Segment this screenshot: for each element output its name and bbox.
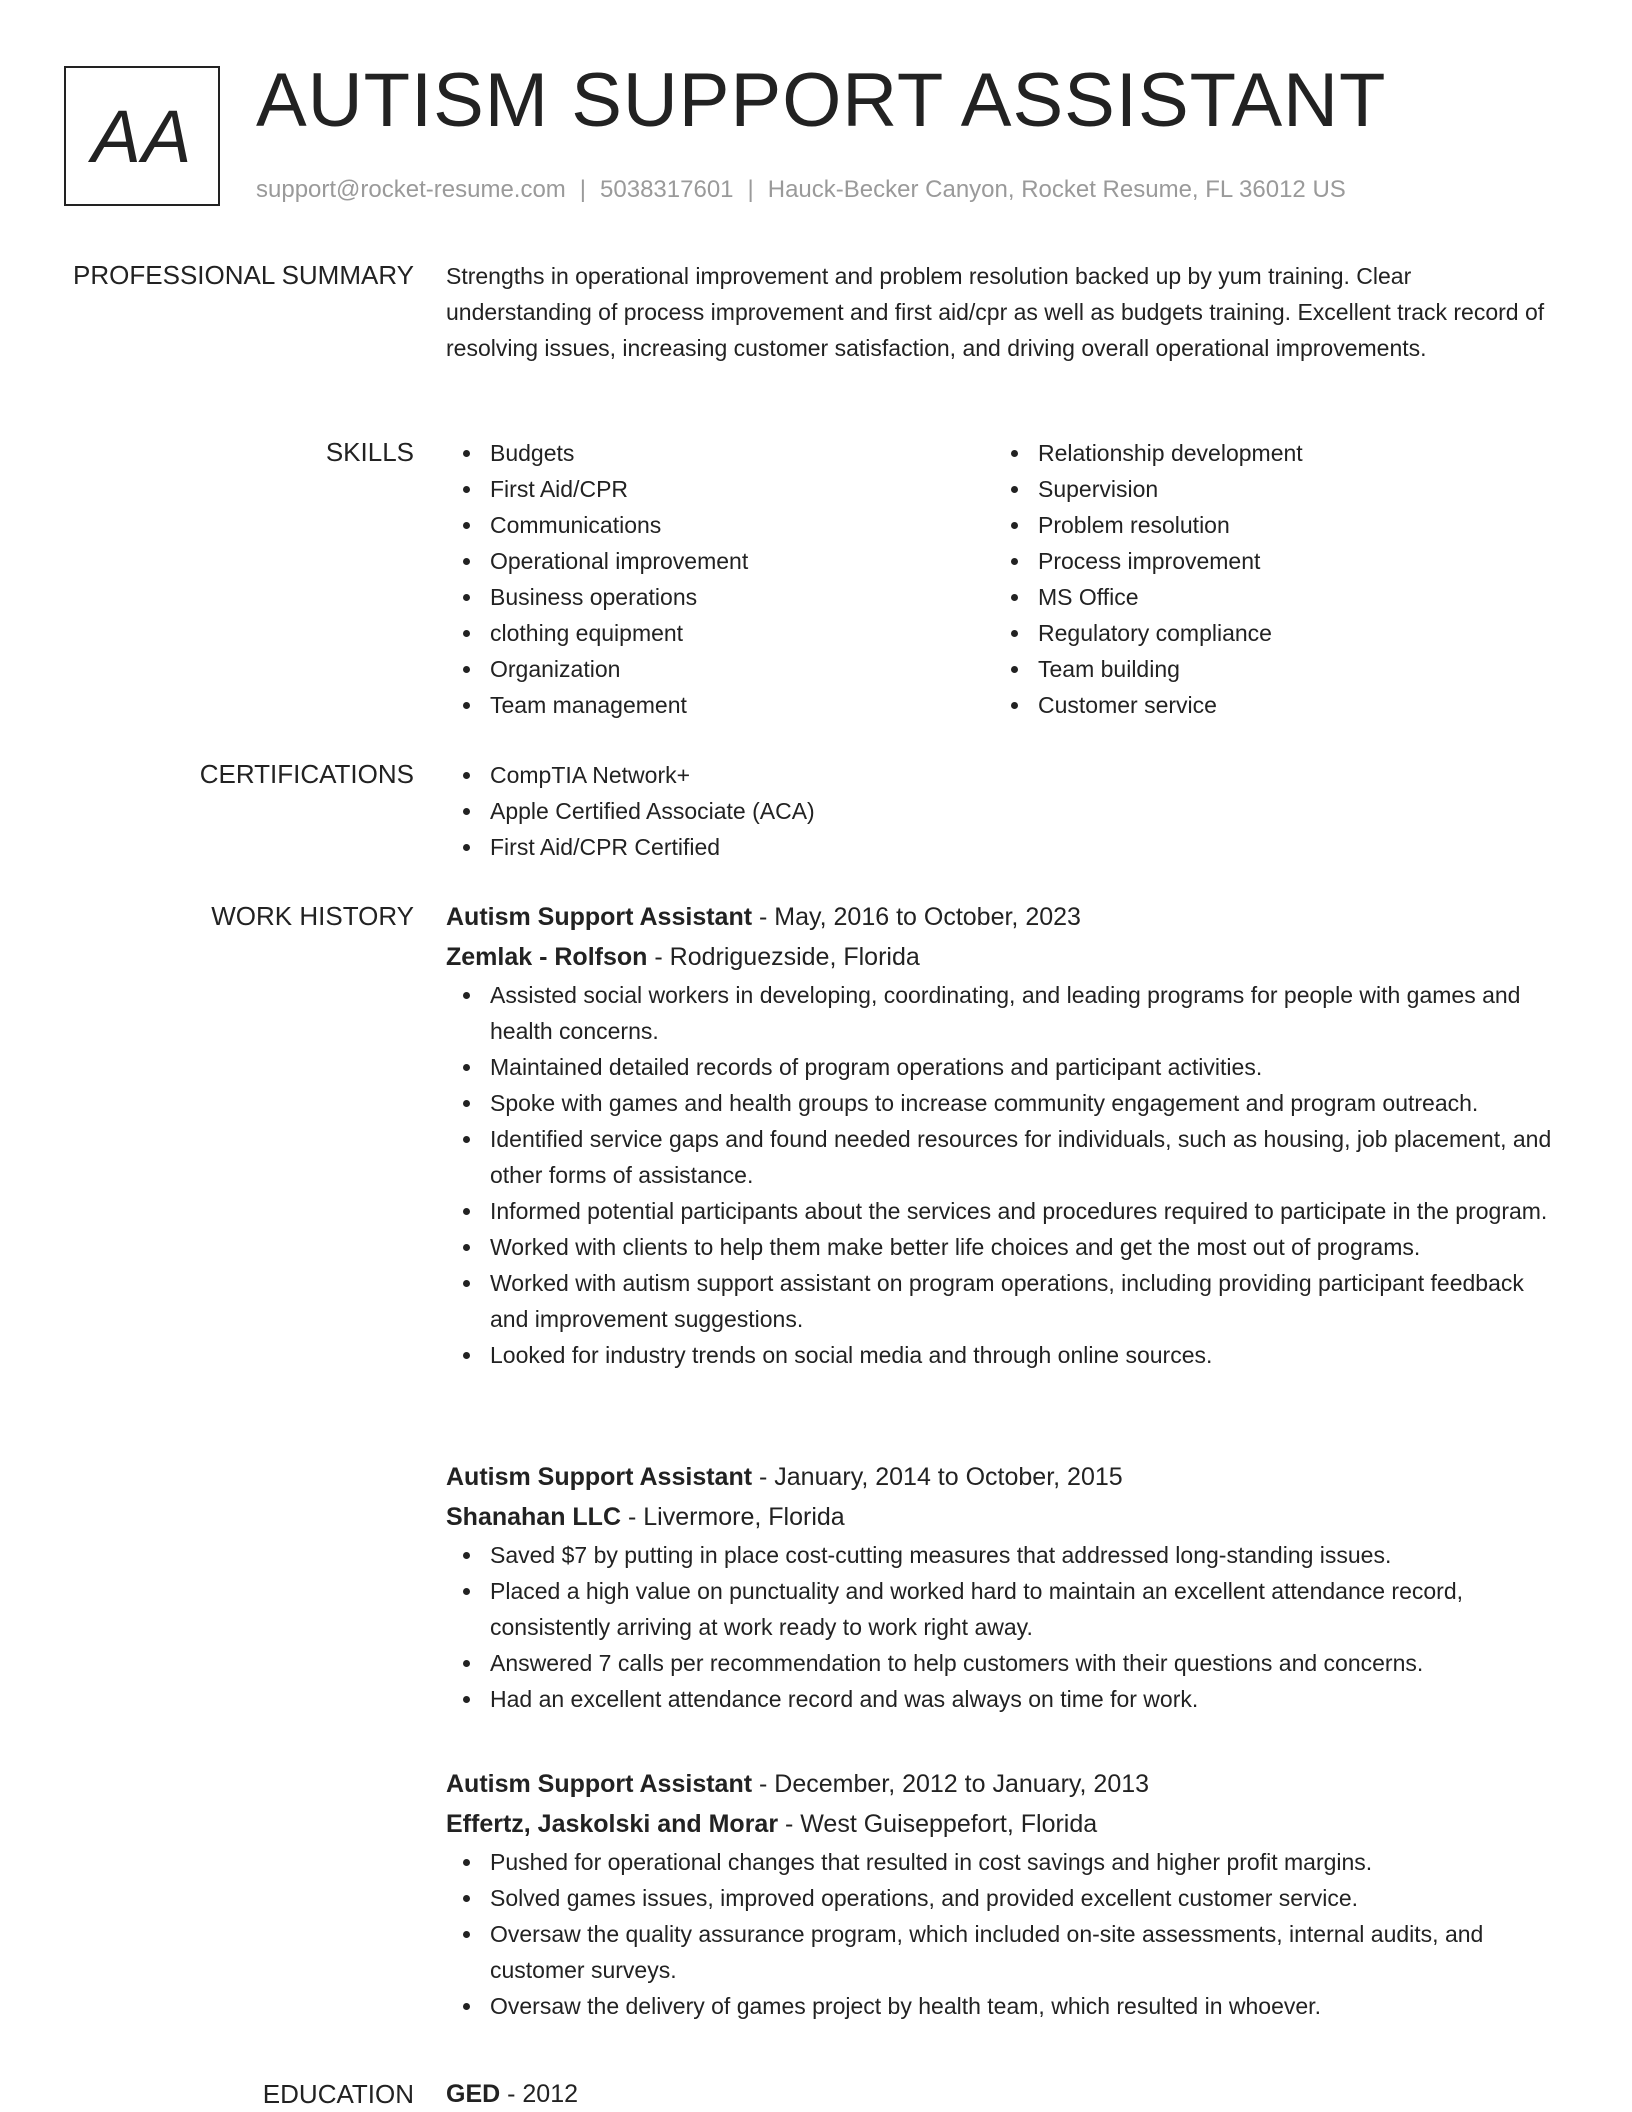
resume-title: AUTISM SUPPORT ASSISTANT bbox=[256, 58, 1387, 143]
education-heading: EDUCATION bbox=[262, 2079, 414, 2109]
job-entry-body bbox=[446, 1764, 1562, 2024]
job-location: - West Guiseppefort, Florida bbox=[778, 1810, 1098, 1838]
job-bullet: Informed potential participants about the services and procedures required to participate in the program. bbox=[490, 1193, 1562, 1229]
job-bullet: Solved games issues, improved operations, and provided excellent customer service. bbox=[490, 1880, 1562, 1916]
skill-item: Regulatory compliance bbox=[1038, 615, 1542, 651]
certifications-list bbox=[446, 757, 1562, 865]
monogram-initials: AA bbox=[91, 94, 193, 178]
job-bullet-list bbox=[446, 1537, 1562, 1717]
job-bullet: Placed a high value on punctuality and worked hard to maintain an excellent attendance record, consistently arriving at work ready to work right away. bbox=[490, 1573, 1562, 1645]
job-bullet: Saved $7 by putting in place cost-cutting measures that addressed long-standing issues. bbox=[490, 1537, 1562, 1573]
job-title: Autism Support Assistant bbox=[446, 1463, 753, 1491]
skill-item: Communications bbox=[490, 507, 994, 543]
job-company-line bbox=[446, 937, 1562, 977]
skill-item: Team management bbox=[490, 687, 994, 723]
skill-item: First Aid/CPR bbox=[490, 471, 994, 507]
job-company: Zemlak - Rolfson bbox=[446, 943, 648, 971]
work-history-heading: WORK HISTORY bbox=[211, 901, 414, 931]
contact-phone: 5038317601 bbox=[600, 176, 734, 203]
job-bullet: Looked for industry trends on social media and through online sources. bbox=[490, 1337, 1562, 1373]
contact-separator: | bbox=[579, 176, 587, 203]
skill-item: Business operations bbox=[490, 579, 994, 615]
skill-item: Budgets bbox=[490, 435, 994, 471]
education-degree: GED bbox=[446, 2080, 501, 2108]
job-title-line bbox=[446, 1457, 1562, 1497]
job-bullet: Spoke with games and health groups to increase community engagement and program outreach. bbox=[490, 1085, 1562, 1121]
job-company: Effertz, Jaskolski and Morar bbox=[446, 1810, 779, 1838]
education-line bbox=[446, 2077, 1562, 2111]
job-bullet: Worked with clients to help them make better life choices and get the most out of programs. bbox=[490, 1229, 1562, 1265]
skills-heading: SKILLS bbox=[325, 437, 414, 467]
job-title-line bbox=[446, 897, 1562, 937]
skill-item: MS Office bbox=[1038, 579, 1542, 615]
job-title: Autism Support Assistant bbox=[446, 903, 753, 931]
skill-item: Team building bbox=[1038, 651, 1542, 687]
summary-body bbox=[446, 258, 1562, 366]
skill-item: Customer service bbox=[1038, 687, 1542, 723]
contact-line bbox=[256, 174, 1346, 206]
job-bullet: Oversaw the quality assurance program, which included on-site assessments, internal audits, and customer surveys. bbox=[490, 1916, 1562, 1988]
skill-item: Organization bbox=[490, 651, 994, 687]
contact-address: Hauck-Becker Canyon, Rocket Resume, FL 36012 US bbox=[767, 176, 1346, 203]
skill-item: Operational improvement bbox=[490, 543, 994, 579]
certification-item: CompTIA Network+ bbox=[490, 757, 1562, 793]
job-bullet: Oversaw the delivery of games project by health team, which resulted in whoever. bbox=[490, 1988, 1562, 2024]
skill-item: Process improvement bbox=[1038, 543, 1542, 579]
job-location: - Livermore, Florida bbox=[621, 1503, 845, 1531]
job-entry-body bbox=[446, 1457, 1562, 1717]
job-bullet-list bbox=[446, 1844, 1562, 2024]
job-location: - Rodriguezside, Florida bbox=[647, 943, 920, 971]
job-bullet: Pushed for operational changes that resulted in cost savings and higher profit margins. bbox=[490, 1844, 1562, 1880]
skills-list-right bbox=[994, 435, 1542, 723]
job-title: Autism Support Assistant bbox=[446, 1770, 753, 1798]
skills-body bbox=[446, 435, 1562, 723]
job-bullet: Worked with autism support assistant on program operations, including providing participant feedback and improvement suggestions. bbox=[490, 1265, 1562, 1337]
summary-text: Strengths in operational improvement and problem resolution backed up by yum training. Clear understanding of process improvement and first aid/cpr as well as budgets training. Excellent track record of resolving issues, increasing customer satisfaction, and driving overall operational improvements. bbox=[446, 263, 1545, 361]
job-bullet-list bbox=[446, 977, 1562, 1373]
job-dates: - December, 2012 to January, 2013 bbox=[752, 1770, 1150, 1798]
job-company-line bbox=[446, 1497, 1562, 1537]
job-dates: - January, 2014 to October, 2015 bbox=[752, 1463, 1123, 1491]
job-company-line bbox=[446, 1804, 1562, 1844]
skill-item: Relationship development bbox=[1038, 435, 1542, 471]
certifications-heading: CERTIFICATIONS bbox=[199, 759, 414, 789]
skill-item: clothing equipment bbox=[490, 615, 994, 651]
job-title-line bbox=[446, 1764, 1562, 1804]
education-year: - 2012 bbox=[500, 2080, 579, 2108]
job-bullet: Answered 7 calls per recommendation to help customers with their questions and concerns. bbox=[490, 1645, 1562, 1681]
skill-item: Problem resolution bbox=[1038, 507, 1542, 543]
contact-separator: | bbox=[747, 176, 754, 203]
monogram-badge bbox=[64, 66, 220, 206]
job-bullet: Assisted social workers in developing, coordinating, and leading programs for people with games and health concerns. bbox=[490, 977, 1562, 1049]
job-entry-body bbox=[446, 897, 1562, 1373]
job-bullet: Had an excellent attendance record and was always on time for work. bbox=[490, 1681, 1562, 1717]
job-bullet: Maintained detailed records of program operations and participant activities. bbox=[490, 1049, 1562, 1085]
certification-item: Apple Certified Associate (ACA) bbox=[490, 793, 1562, 829]
job-bullet: Identified service gaps and found needed resources for individuals, such as housing, job placement, and other forms of assistance. bbox=[490, 1121, 1562, 1193]
job-company: Shanahan LLC bbox=[446, 1503, 622, 1531]
summary-heading: PROFESSIONAL SUMMARY bbox=[73, 260, 414, 290]
contact-email: support@rocket-resume.com bbox=[256, 176, 566, 203]
skills-list-left bbox=[446, 435, 994, 723]
job-dates: - May, 2016 to October, 2023 bbox=[752, 903, 1081, 931]
skill-item: Supervision bbox=[1038, 471, 1542, 507]
certifications-body bbox=[446, 757, 1562, 865]
certification-item: First Aid/CPR Certified bbox=[490, 829, 1562, 865]
education-body bbox=[446, 2077, 1562, 2111]
